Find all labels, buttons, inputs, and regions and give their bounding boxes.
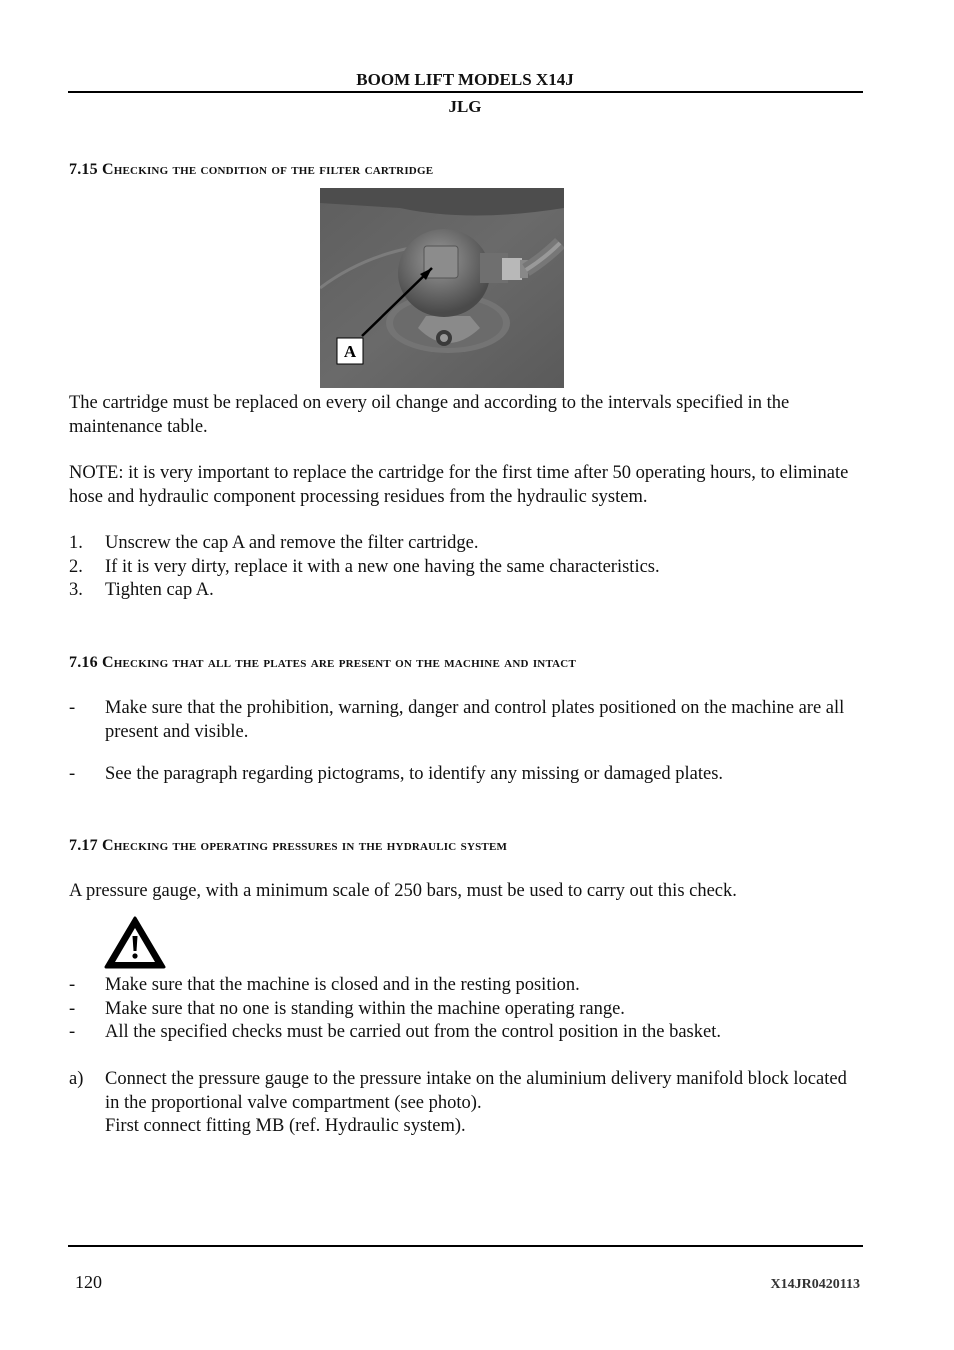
- photo-label-a: A: [343, 342, 357, 361]
- section-heading-7-16: 7.16 Checking that all the plates are present on the machine and intact: [69, 654, 576, 671]
- list-item-text: First connect fitting MB (ref. Hydraulic system).: [105, 1116, 466, 1136]
- paragraph-pressure-gauge: A pressure gauge, with a minimum scale of 250 bars, must be used to carry out this check.: [69, 881, 737, 901]
- list-item-text: All the specified checks must be carried out from the control position in the basket.: [105, 1022, 721, 1042]
- list-item-text: Tighten cap A.: [105, 580, 214, 600]
- list-item-text: Make sure that no one is standing within the machine operating range.: [105, 999, 625, 1019]
- list-marker: -: [69, 764, 76, 784]
- warning-triangle-icon: [104, 916, 166, 970]
- paragraph-note: NOTE: it is very important to replace the cartridge for the first time after 50 operating hours, to eliminate hose and hydraulic component processing residues from the hydraulic system.: [69, 463, 849, 507]
- list-marker: 1.: [69, 533, 83, 553]
- page-number: 120: [75, 1272, 102, 1292]
- list-marker: -: [69, 698, 76, 718]
- list-marker: -: [69, 999, 76, 1019]
- list-item-text: Connect the pressure gauge to the pressure intake on the aluminium delivery manifold block located in the proportional valve compartment (see photo).: [105, 1069, 847, 1113]
- list-item-text: See the paragraph regarding pictograms, to identify any missing or damaged plates.: [105, 764, 724, 784]
- filter-cartridge-photo: [320, 188, 564, 388]
- document-code: X14JR0420113: [770, 1277, 860, 1292]
- list-marker: 2.: [69, 557, 83, 577]
- header-brand: JLG: [448, 97, 482, 116]
- list-marker: -: [69, 975, 76, 995]
- header-title: BOOM LIFT MODELS X14J: [356, 70, 574, 89]
- list-item-text: Unscrew the cap A and remove the filter cartridge.: [105, 533, 479, 553]
- list-marker: -: [69, 1022, 76, 1042]
- list-item-text: Make sure that the prohibition, warning, danger and control plates positioned on the machine are all present and visible.: [105, 698, 845, 742]
- section-heading-7-17: 7.17 Checking the operating pressures in the hydraulic system: [69, 837, 508, 854]
- paragraph-cartridge-replacement: The cartridge must be replaced on every oil change and according to the intervals specified in the maintenance table.: [69, 393, 790, 437]
- footer-rule: [68, 1245, 863, 1247]
- list-marker: a): [69, 1069, 84, 1089]
- list-marker: 3.: [69, 580, 83, 600]
- header-rule: [68, 91, 863, 93]
- list-item-text: If it is very dirty, replace it with a new one having the same characteristics.: [105, 557, 660, 577]
- list-item-text: Make sure that the machine is closed and in the resting position.: [105, 975, 580, 995]
- section-heading-7-15: 7.15 Checking the condition of the filter cartridge: [69, 161, 434, 178]
